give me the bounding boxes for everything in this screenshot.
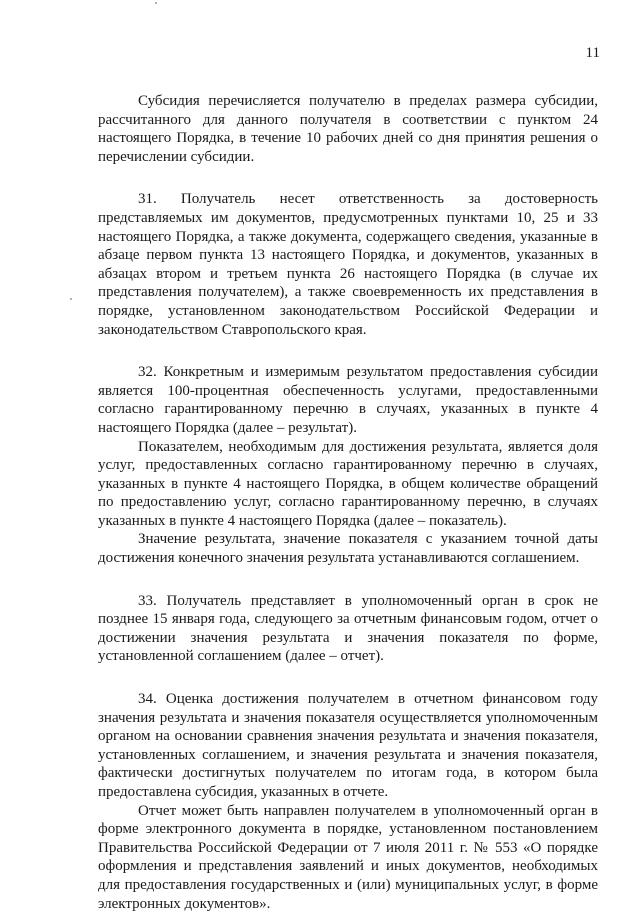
- scan-speck: [155, 2, 157, 4]
- page-number: 11: [585, 45, 600, 61]
- document-body: [98, 92, 598, 913]
- paragraph-subsidy-transfer: Субсидия перечисляется получателю в пределах размера субсидии, рассчитанного для данного получателя в соответствии с пунктом 24 настоящего Порядка, в течение 10 рабочих дней со дня принятия решения о перечислении субсидии.: [98, 93, 598, 165]
- paragraph-gap: [98, 666, 598, 690]
- paragraph-gap: [98, 166, 598, 190]
- paragraph-clause-34-electronic: Отчет может быть направлен получателем в уполномоченный орган в форме электронного документа в порядке, установленном постановлением Правительства Российской Федерации от 7 июля 2011 г. № 553 «О порядке оформления и представления заявлений и иных документов, необходимых для предоставления государственных и (или) муниципальных услуг, в форме электронных документов».: [98, 802, 598, 912]
- paragraph-clause-33: 33. Получатель представляет в уполномоченный орган в срок не позднее 15 января года, следующего за отчетным финансовым годом, отчет о достижении значения результата и значения показателя по форме, установленной соглашением (далее – отчет).: [98, 592, 598, 665]
- paragraph-gap: [98, 568, 598, 592]
- scan-speck: [70, 298, 72, 300]
- paragraph-gap: [98, 339, 598, 363]
- paragraph-clause-32-indicator: Показателем, необходимым для достижения результата, является доля услуг, предоставленных согласно гарантированному перечню в случаях, указанных в пункте 4 настоящего Порядка, в общем количестве обращений по предоставлению услуг, согласно гарантированному перечню, в случаях указанных в пункте 4 настоящего Порядка (далее – показатель).: [98, 438, 598, 529]
- paragraph-clause-32: 32. Конкретным и измеримым результатом предоставления субсидии является 100-процентная обеспеченность услугами, предоставленными согласно гарантированному перечню в случаях, указанных в пункте 4 настоящего Порядка (далее – результат).: [98, 364, 598, 436]
- paragraph-clause-31: 31. Получатель несет ответственность за достоверность представляемых им документов, предусмотренных пунктами 10, 25 и 33 настоящего Порядка, а также документа, содержащего сведения, указанные в абзаце первом пункта 13 настоящего Порядка, и документов, указанных в абзацах втором и третьем пункта 26 настоящего Порядка (в случае их представления получателем), а также своевременность их представления в порядке, установленном законодательством Российской Федерации и законодательством Ставропольского края.: [98, 191, 598, 338]
- paragraph-clause-32-values: Значение результата, значение показателя с указанием точной даты достижения конечного значения результата устанавливаются соглашением.: [98, 531, 598, 567]
- paragraph-clause-34: 34. Оценка достижения получателем в отчетном финансовом году значения результата и значения показателя осуществляется уполномоченным органом на основании сравнения значения результата и значения показателя, установленных соглашением, и значения результата и значения показателя, фактически достигнутых получателем по итогам года, в котором была предоставлена субсидия, указанных в отчете.: [98, 691, 598, 800]
